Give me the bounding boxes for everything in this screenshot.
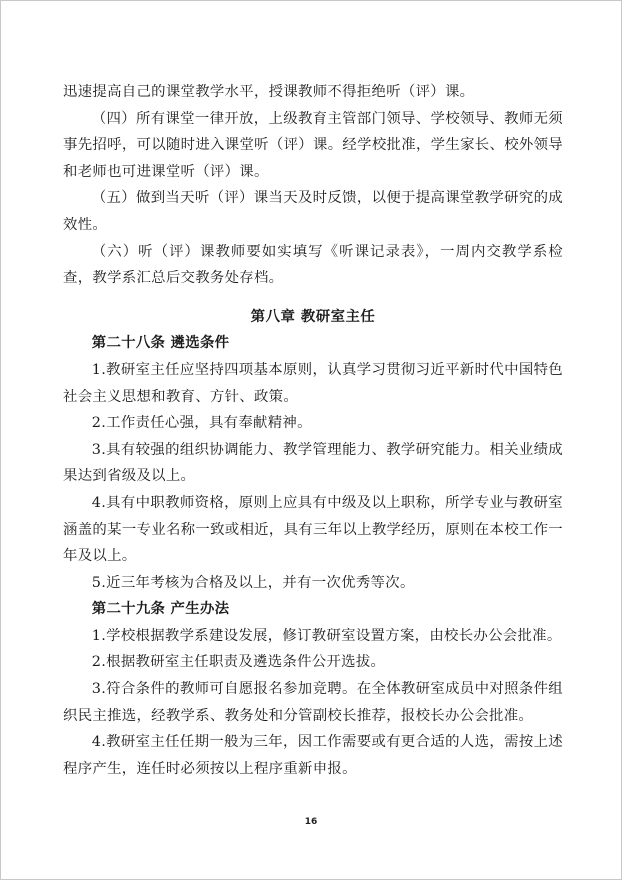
chapter-title: 第八章 教研室主任 bbox=[250, 308, 376, 325]
article-28-item-1: 1.教研室主任应坚持四项基本原则，认真学习贯彻习近平新时代中国特色社会主义思想和教育、方针、政策。 bbox=[63, 361, 563, 405]
article-29-title: 第二十九条 产生办法 bbox=[91, 601, 230, 618]
page-number: 16 bbox=[304, 817, 318, 827]
article-29-item-2: 2.根据教研室主任职责及遴选条件公开选拔。 bbox=[91, 654, 386, 671]
article-29-item-4: 4.教研室主任任期一般为三年，因工作需要或有更合适的人选，需按上述程序产生，连任时必须按以上程序重新申报。 bbox=[63, 734, 563, 777]
article-28-item-2: 2.工作责任心强，具有奉献精神。 bbox=[91, 415, 312, 432]
page-content bbox=[63, 79, 563, 782]
paragraph-continuation: 迅速提高自己的课堂教学水平，授课教师不得拒绝听（评）课。 bbox=[63, 84, 475, 100]
article-28-item-4: 4.具有中职教师资格，原则上应具有中级及以上职称，所学专业与教研室涵盖的某一专业名称一致或相近，具有三年以上教学经历，原则在本校工作一年及以上。 bbox=[63, 494, 563, 565]
article-28-item-5: 5.近三年考核为合格及以上，并有一次优秀等次。 bbox=[91, 574, 415, 591]
paragraph-item-4: （四）所有课堂一律开放，上级教育主管部门领导、学校领导、教师无须事先招呼，可以随时进入课堂听（评）课。经学校批准，学生家长、校外领导和老师也可进课堂听（评）课。 bbox=[63, 110, 563, 180]
article-28-item-3: 3.具有较强的组织协调能力、教学管理能力、教学研究能力。相关业绩成果达到省级及以上。 bbox=[63, 441, 563, 485]
article-28-title: 第二十八条 遴选条件 bbox=[91, 335, 230, 352]
section-gap bbox=[63, 292, 563, 304]
article-29-item-1: 1.学校根据教学系建设发展，修订教研室设置方案，由校长办公会批准。 bbox=[91, 627, 562, 644]
article-29-item-3: 3.符合条件的教师可自愿报名参加竞聘。在全体教研室成员中对照条件组织民主推选，经教学系、教务处和分管副校长推荐，报校长办公会批准。 bbox=[63, 681, 563, 724]
paragraph-item-5: （五）做到当天听（评）课当天及时反馈，以便于提高课堂教学研究的成效性。 bbox=[63, 190, 563, 233]
paragraph-item-6: （六）听（评）课教师要如实填写《听课记录表》，一周内交教学系检查，教学系汇总后交教务处存档。 bbox=[63, 243, 563, 287]
